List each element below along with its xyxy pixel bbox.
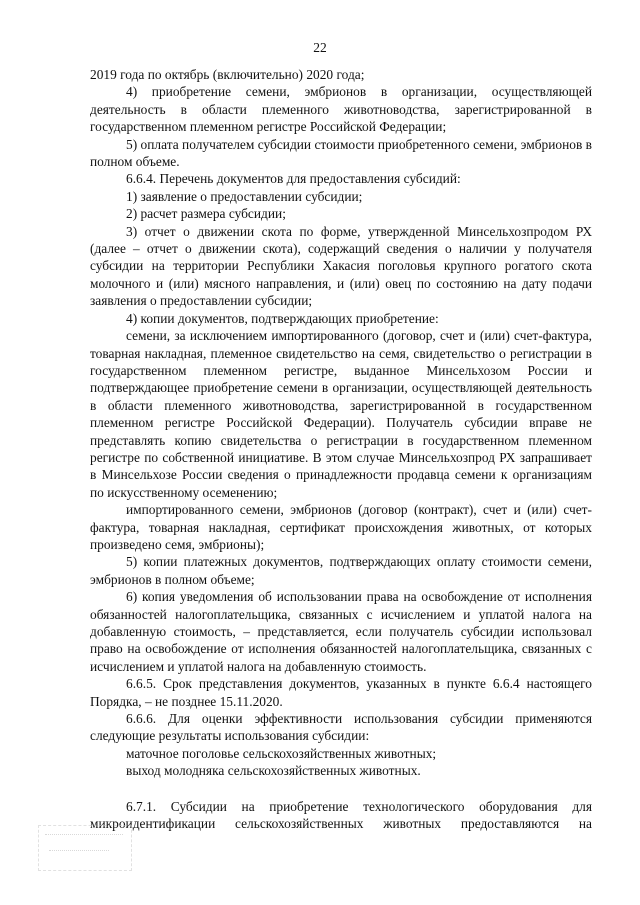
paragraph: импортированного семени, эмбрионов (договор (контракт), счет и (или) счет-фактура, товарная накладная, сертификат происхождения животных, от которых произведено семя, эмбрионы); [90,502,592,552]
page-number: 22 [313,40,327,55]
list-item: 2) расчет размера субсидии; [126,206,286,222]
paragraph: семени, за исключением импортированного (договор, счет и (или) счет-фактура, товарная накладная, племенное свидетельство на семя, свидетельство о регистрации в государственном племенном регистре, выданное Минсельхозом России и подтверждающее приобретение семени в организации, осуществляющей деятельность в области племенного животноводства, зарегистрированной в государственном племенном регистре Российской Федерации). Получатель субсидии вправе не представлять копию свидетельства о регистрации в государственном племенном регистре по собственной инициативе. В этом случае Минсельхозпрод РХ запрашивает в Минсельхозе России сведения о принадлежности продавца семени к организациям по искусственному осеменению; [90,328,592,500]
list-item: 4) копии документов, подтверждающих приобретение: [126,310,439,326]
paragraph: 2019 года по октябрь (включительно) 2020 года; [90,67,365,82]
list-item: 1) заявление о предоставлении субсидии; [126,188,363,204]
paragraph: 6.6.5. Срок представления документов, указанных в пункте 6.6.4 настоящего Порядка, – не позднее 15.11.2020. [90,676,592,709]
document-body [90,66,592,832]
faint-stamp-mark [38,825,132,871]
paragraph: 4) приобретение семени, эмбрионов в организации, осуществляющей деятельность в области племенного животноводства, зарегистрированной в государственном племенном регистре Российской Федерации; [90,84,592,135]
list-item: 3) отчет о движении скота по форме, утвержденной Минсельхозпродом РХ (далее – отчет о движении скота), содержащий сведения о наличии у получателя субсидии на территории Республики Хакасия поголовья крупного рогатого скота молочного и (или) мясного направления, и (или) овец по состоянию на дату подачи заявления о предоставлении субсидии; [90,223,592,309]
list-item: 6) копия уведомления об использовании права на освобождение от исполнения обязанностей налогоплательщика, связанных с исчислением и уплатой налога на добавленную стоимость, – представляется, если получатель субсидии использовал право на освобождение от исполнения обязанностей налогоплательщика, связанных с исчислением и уплатой налога на добавленную стоимость. [90,589,592,674]
paragraph: 6.6.4. Перечень документов для предоставления субсидий: [126,171,461,187]
paragraph: выход молодняка сельскохозяйственных животных. [126,763,421,779]
paragraph: 6.7.1. Субсидии на приобретение технологического оборудования для микроидентификации сельскохозяйственных животных предоставляются на [90,798,592,832]
list-item: 5) копии платежных документов, подтверждающих оплату стоимости семени, эмбрионов в полном объеме; [90,554,592,587]
paragraph: 6.6.6. Для оценки эффективности использования субсидии применяются следующие результаты использования субсидии: [90,711,592,744]
paragraph: маточное поголовье сельскохозяйственных животных; [126,745,437,761]
paragraph: 5) оплата получателем субсидии стоимости приобретенного семени, эмбрионов в полном объеме. [90,136,592,170]
